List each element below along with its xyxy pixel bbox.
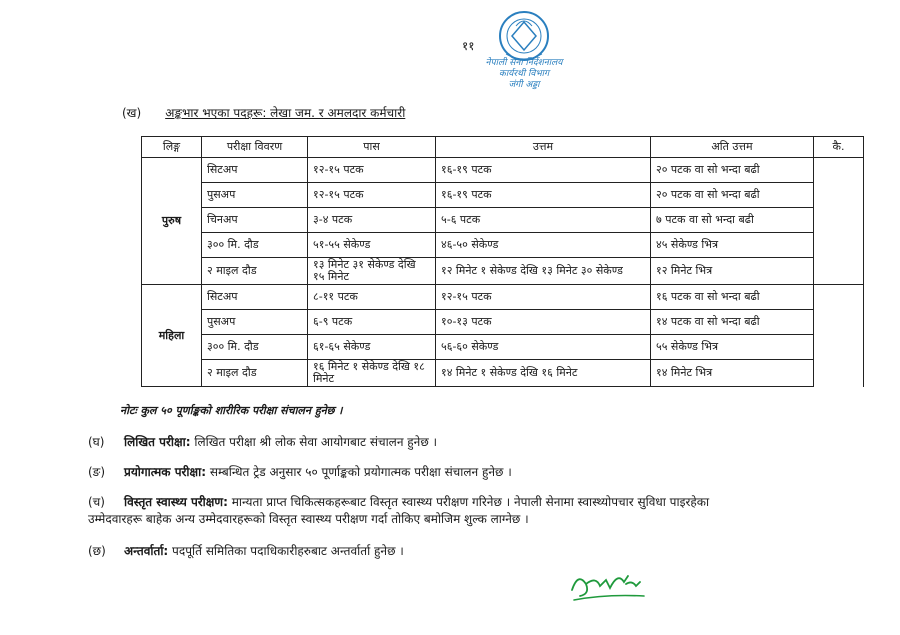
header-test: परीक्षा विवरण <box>202 137 308 158</box>
sex-cell-female: महिला <box>142 285 202 387</box>
table-cell: ६१-६५ सेकेण्ड <box>308 335 436 360</box>
table-row <box>142 285 864 310</box>
table-cell: १६ पटक वा सो भन्दा बढी <box>651 285 814 310</box>
table-cell: ५६-६० सेकेण्ड <box>436 335 651 360</box>
signature <box>566 566 650 606</box>
table-cell: २० पटक वा सो भन्दा बढी <box>651 183 814 208</box>
table-cell: १३ मिनेट ३१ सेकेण्ड देखि १५ मिनेट <box>308 258 436 285</box>
table-cell: १२ मिनेट भित्र <box>651 258 814 285</box>
sex-cell-male: पुरुष <box>142 158 202 285</box>
table-cell: ७ पटक वा सो भन्दा बढी <box>651 208 814 233</box>
table-cell: १२-१५ पटक <box>436 285 651 310</box>
remarks-cell-female <box>814 285 864 387</box>
table-cell: १६ मिनेट १ सेकेण्ड देखि १८ मिनेट <box>308 360 436 387</box>
table-cell: १६-१९ पटक <box>436 158 651 183</box>
physical-test-table <box>141 136 864 387</box>
table-cell: १२ मिनेट १ सेकेण्ड देखि १३ मिनेट ३० सेकेण्ड <box>436 258 651 285</box>
paragraph-mark: (ङ) <box>88 465 106 479</box>
paragraph-label: लिखित परीक्षा: <box>124 435 191 449</box>
paragraph-mark: (घ) <box>88 435 105 449</box>
paragraph-health-exam <box>88 493 878 511</box>
table-row <box>142 158 864 183</box>
table-cell: ३०० मि. दौड <box>202 233 308 258</box>
table-cell: पुसअप <box>202 183 308 208</box>
header-remarks: कै. <box>814 137 864 158</box>
table-row <box>142 258 864 285</box>
paragraph-text: लिखित परीक्षा श्री लोक सेवा आयोगबाट संचालन हुनेछ । <box>190 435 438 449</box>
table-cell: ४६-५० सेकेण्ड <box>436 233 651 258</box>
table-cell: १२-१५ पटक <box>308 183 436 208</box>
table-cell: १४ पटक वा सो भन्दा बढी <box>651 310 814 335</box>
table-cell: १४ मिनेट भित्र <box>651 360 814 387</box>
paragraph-label: अन्तर्वार्ता: <box>124 544 169 558</box>
table-row <box>142 233 864 258</box>
table-cell: सिटअप <box>202 285 308 310</box>
table-cell: सिटअप <box>202 158 308 183</box>
section-mark: (ख) <box>122 106 142 120</box>
table-row <box>142 360 864 387</box>
paragraph-health-exam-continuation: उम्मेदवारहरू बाहेक अन्य उम्मेदवारहरूको विस्तृत स्वास्थ्य परीक्षण गर्दा तोकिए बमोजिम शुल्क लाग्नेछ । <box>88 512 529 526</box>
table-header-row <box>142 137 864 158</box>
paragraph-text: मान्यता प्राप्त चिकित्सकहरूबाट विस्तृत स्वास्थ्य परीक्षण गरिनेछ । नेपाली सेनामा स्वास्थ्योपचार सुविधा पाइरहेका <box>227 495 710 509</box>
section-title: अङ्कभार भएका पदहरू: लेखा जम. र अमलदार कर्मचारी <box>165 106 406 120</box>
table-cell: पुसअप <box>202 310 308 335</box>
paragraph-label: विस्तृत स्वास्थ्य परीक्षण: <box>124 495 228 509</box>
stamp-line-2: कार्यरथी विभाग <box>498 69 550 79</box>
table-cell: ३०० मि. दौड <box>202 335 308 360</box>
table-cell: ४५ सेकेण्ड भित्र <box>651 233 814 258</box>
header-pass: पास <box>308 137 436 158</box>
table-cell: ५-६ पटक <box>436 208 651 233</box>
table-cell: ६-९ पटक <box>308 310 436 335</box>
header-excellent: अति उत्तम <box>651 137 814 158</box>
paragraph-text: सम्बन्धित ट्रेड अनुसार ५० पूर्णाङ्कको प्रयोगात्मक परीक्षा संचालन हुनेछ । <box>206 465 512 479</box>
paragraph-written-exam <box>88 433 878 451</box>
paragraph-mark: (च) <box>88 495 105 509</box>
stamp-line-1: नेपाली सेना निर्देशनालय <box>485 58 563 68</box>
stamp-line-3: जंगी अड्डा <box>508 80 540 90</box>
table-cell: २ माइल दौड <box>202 360 308 387</box>
paragraph-practical-exam <box>88 463 878 481</box>
table-note: नोटः कुल ५० पूर्णाङ्कको शारीरिक परीक्षा संचालन हुनेछ । <box>120 404 343 417</box>
paragraph-interview <box>88 542 878 560</box>
section-heading <box>122 104 405 121</box>
table-row <box>142 310 864 335</box>
remarks-cell-male <box>814 158 864 285</box>
table-cell: ५१-५५ सेकेण्ड <box>308 233 436 258</box>
table-row <box>142 183 864 208</box>
table-cell: १६-१९ पटक <box>436 183 651 208</box>
paragraph-text: पदपूर्ति समितिका पदाधिकारीहरुबाट अन्तर्वार्ता हुनेछ । <box>168 544 404 558</box>
paragraph-label: प्रयोगात्मक परीक्षा: <box>124 465 207 479</box>
table-cell: चिनअप <box>202 208 308 233</box>
table-row <box>142 335 864 360</box>
table-cell: ८-११ पटक <box>308 285 436 310</box>
header-good: उत्तम <box>436 137 651 158</box>
table-row <box>142 208 864 233</box>
table-cell: ५५ सेकेण्ड भित्र <box>651 335 814 360</box>
paragraph-mark: (छ) <box>88 544 106 558</box>
page-number: ११ <box>462 39 475 53</box>
table-cell: १२-१५ पटक <box>308 158 436 183</box>
table-cell: ३-४ पटक <box>308 208 436 233</box>
table-cell: १४ मिनेट १ सेकेण्ड देखि १६ मिनेट <box>436 360 651 387</box>
table-cell: २ माइल दौड <box>202 258 308 285</box>
table-cell: १०-१३ पटक <box>436 310 651 335</box>
table-cell: २० पटक वा सो भन्दा बढी <box>651 158 814 183</box>
header-sex: लिङ्ग <box>142 137 202 158</box>
